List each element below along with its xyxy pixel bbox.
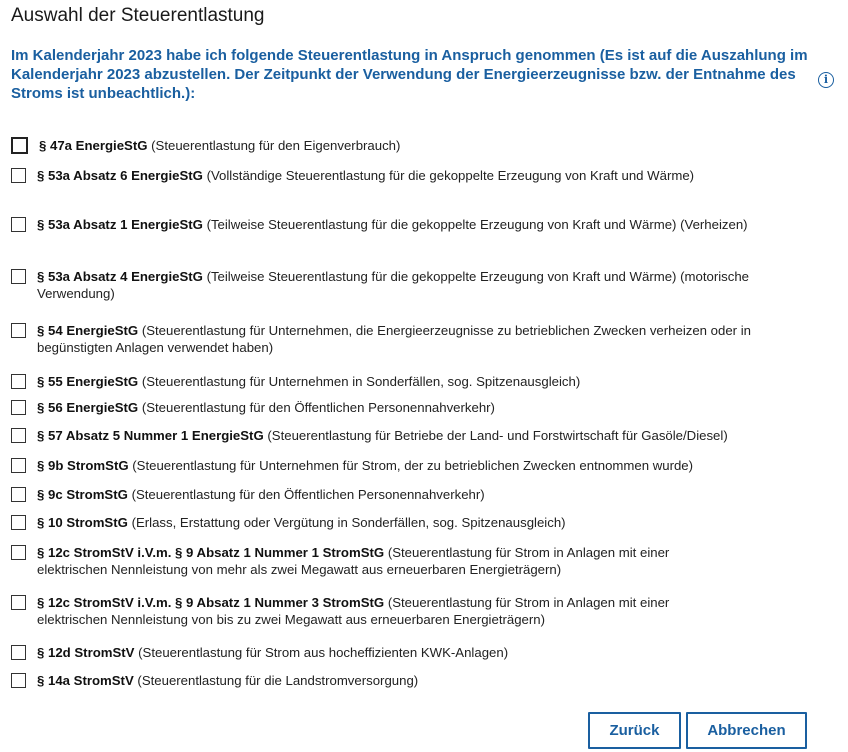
checkbox[interactable] [11, 323, 26, 338]
option-label[interactable]: § 55 EnergieStG (Steuerentlastung für Unternehmen in Sonderfällen, sog. Spitzenausgleich) [37, 374, 581, 389]
option-row[interactable] [11, 672, 811, 689]
option-row[interactable] [11, 268, 751, 302]
option-label[interactable]: § 54 EnergieStG (Steuerentlastung für Unternehmen, die Energieerzeugnisse zu betrieblichen Zwecken verheizen oder in begünstigten Anlagen verwendet haben) [37, 323, 752, 355]
checkbox[interactable] [11, 595, 26, 610]
option-row[interactable] [11, 167, 811, 184]
checkbox[interactable] [11, 137, 28, 154]
option-row[interactable] [11, 457, 811, 474]
option-row[interactable] [11, 514, 811, 531]
option-row[interactable] [11, 216, 751, 233]
info-icon[interactable]: i [818, 72, 834, 88]
option-label[interactable]: § 56 EnergieStG (Steuerentlastung für den Öffentlichen Personennahverkehr) [37, 400, 495, 415]
option-label[interactable]: § 9c StromStG (Steuerentlastung für den Öffentlichen Personennahverkehr) [37, 487, 485, 502]
option-label[interactable]: § 12d StromStV (Steuerentlastung für Strom aus hocheffizienten KWK-Anlagen) [37, 645, 509, 660]
option-label[interactable]: § 12c StromStV i.V.m. § 9 Absatz 1 Nummer 1 StromStG (Steuerentlastung für Strom in Anlagen mit einer elektrischen Nennleistung von mehr als zwei Megawatt aus erneuerbaren Energieträgern) [37, 545, 670, 577]
checkbox[interactable] [11, 673, 26, 688]
checkbox[interactable] [11, 269, 26, 284]
option-label[interactable]: § 57 Absatz 5 Nummer 1 EnergieStG (Steuerentlastung für Betriebe der Land- und Forstwirtschaft für Gasöle/Diesel) [37, 428, 728, 443]
checkbox[interactable] [11, 374, 26, 389]
checkbox[interactable] [11, 217, 26, 232]
checkbox[interactable] [11, 168, 26, 183]
checkbox[interactable] [11, 545, 26, 560]
checkbox[interactable] [11, 487, 26, 502]
option-label[interactable]: § 12c StromStV i.V.m. § 9 Absatz 1 Nummer 3 StromStG (Steuerentlastung für Strom in Anlagen mit einer elektrischen Nennleistung von bis zu zwei Megawatt aus erneuerbaren Energieträgern) [37, 595, 670, 627]
checkbox[interactable] [11, 458, 26, 473]
back-button[interactable]: Zurück [588, 712, 681, 749]
option-label[interactable]: § 10 StromStG (Erlass, Erstattung oder Vergütung in Sonderfällen, sog. Spitzenausgleich) [37, 515, 566, 530]
option-label[interactable]: § 53a Absatz 1 EnergieStG (Teilweise Steuerentlastung für die gekoppelte Erzeugung von Kraft und Wärme) (Verheizen) [37, 217, 748, 232]
option-row[interactable] [11, 486, 811, 503]
checkbox[interactable] [11, 515, 26, 530]
option-label[interactable]: § 47a EnergieStG (Steuerentlastung für den Eigenverbrauch) [39, 138, 401, 153]
option-label[interactable]: § 14a StromStV (Steuerentlastung für die Landstromversorgung) [37, 673, 419, 688]
option-row[interactable] [11, 544, 741, 578]
option-label[interactable]: § 53a Absatz 4 EnergieStG (Teilweise Steuerentlastung für die gekoppelte Erzeugung von Kraft und Wärme) (motorische Verwendung) [37, 269, 749, 301]
intro-text: Im Kalenderjahr 2023 habe ich folgende Steuerentlastung in Anspruch genommen (Es ist auf die Auszahlung im Kalenderjahr 2023 abzustellen. Der Zeitpunkt der Verwendung der Energieerzeugnisse bzw. der Entnahme des Stroms ist unbeachtlich.): [11, 47, 808, 102]
option-row[interactable] [11, 427, 811, 444]
option-row[interactable] [11, 137, 811, 154]
option-row[interactable] [11, 322, 801, 356]
cancel-button[interactable]: Abbrechen [686, 712, 807, 749]
option-label[interactable]: § 53a Absatz 6 EnergieStG (Vollständige Steuerentlastung für die gekoppelte Erzeugung von Kraft und Wärme) [37, 168, 695, 183]
page-title: Auswahl der Steuerentlastung [11, 5, 265, 26]
option-row[interactable] [11, 594, 741, 628]
checkbox[interactable] [11, 400, 26, 415]
checkbox[interactable] [11, 428, 26, 443]
option-row[interactable] [11, 399, 811, 416]
option-row[interactable] [11, 373, 811, 390]
checkbox[interactable] [11, 645, 26, 660]
option-label[interactable]: § 9b StromStG (Steuerentlastung für Unternehmen für Strom, der zu betrieblichen Zwecken entnommen wurde) [37, 458, 694, 473]
option-row[interactable] [11, 644, 811, 661]
